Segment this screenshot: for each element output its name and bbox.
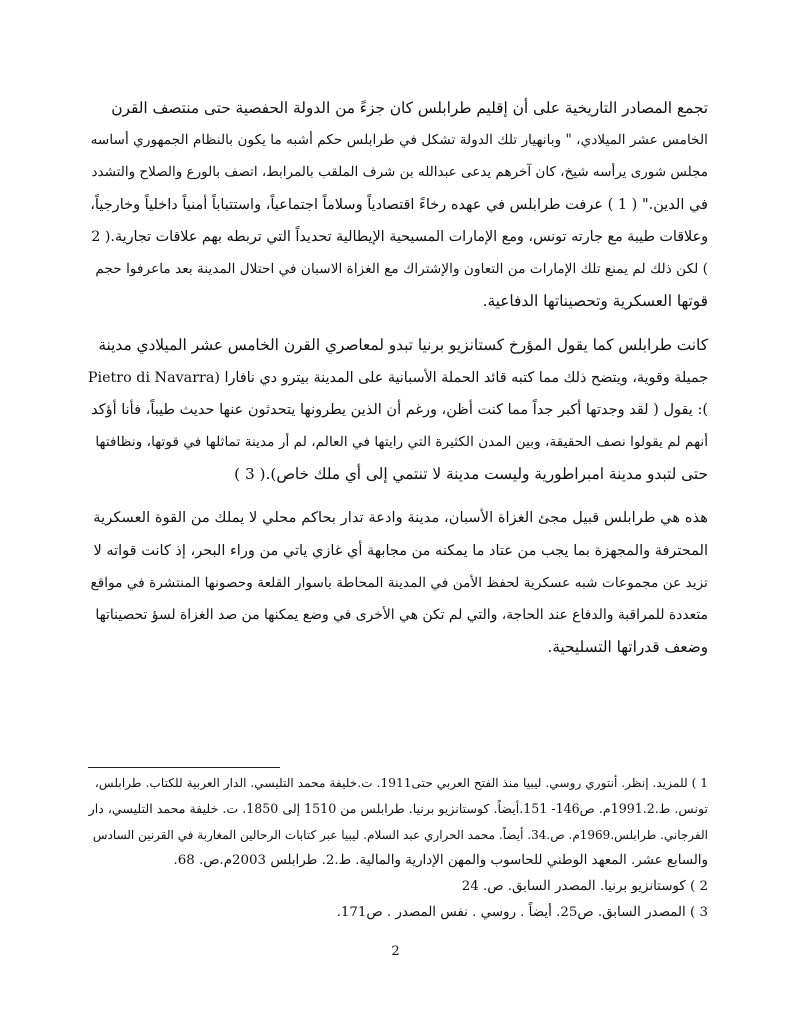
text-line: ): يقول ( لقد وجدتها أكبر جداً مما كنت أظن، ورغم أن الذين يطرونها يتحدثون عنها حديث طيباً، فأنا أؤكد	[91, 401, 708, 418]
paragraph-3	[88, 502, 708, 663]
text-line: وعلاقات طيبة مع جارته تونس، ومع الإمارات المسيحية الإيطالية تحديداً التي تربطه بهم علاقات تجارية.( 2	[91, 228, 708, 245]
text-line: هذه هي طرابلس قبيل مجئ الغزاة الأسبان، مدينة وادعة تدار بحاكم محلي لا يملك من القوة العسكرية	[93, 509, 708, 527]
text-line: تجمع المصادر التاريخية على أن إقليم طرابلس كان جزءً من الدولة الحفصية حتى منتصف القرن	[111, 99, 708, 117]
footnote-line: 2 ) كوستانزيو برنيا. المصدر السابق. ص. 24	[461, 879, 708, 894]
paragraph-1	[88, 92, 708, 317]
footnote-line: 3 ) المصدر السابق. ص25. أيضاً . روسي . نفس المصدر . ص171.	[336, 905, 708, 920]
paragraph-2	[88, 329, 708, 490]
footnote-line: والسابع عشر. المعهد الوطني للحاسوب والمهن الإدارية والمالية. ط.2. طرابلس 2003م.ص. 68.	[173, 853, 708, 868]
footnote-separator	[88, 767, 280, 768]
text-line: المحترفة والمجهزة بما يجب من عتاد ما يمكنه من مجابهة أي غازي ياتي من وراء البحر، إذ كانت قواته لا	[93, 542, 708, 559]
text-line: كانت طرابلس كما يقول المؤرخ كستانزيو برنيا تبدو لمعاصري القرن الخامس عشر الميلادي مدينة	[98, 336, 708, 355]
footnote-line: الفرجاني. طرابلس.1969م. ص.34. أيضاً. محمد الحراري عبد السلام. ليبيا عبر كتابات الرحالين المغاربة في القرنين السادس	[92, 828, 708, 842]
text-line: الخامس عشر الميلادي، " وبانهيار تلك الدولة تشكل في طرابلس حكم أشبه ما يكون بالنظام الجمهوري أساسه	[90, 132, 708, 149]
text-line: تزيد عن مجموعات شبه عسكرية لحفظ الأمن في المدينة المحاطة باسوار القلعة وحصونها المنتشرة في مواقع	[90, 574, 708, 591]
footnotes	[88, 770, 708, 926]
text-line: مجلس شورى يرأسه شيخ، كان آخرهم يدعى عبدالله بن شرف الملقب بالمرابط، اتصف بالورع والصلاح والتشدد	[91, 164, 708, 181]
text-line: حتى لتبدو مدينة امبراطورية وليست مدينة لا تنتمي إلى أي ملك خاص).( 3 )	[234, 465, 708, 484]
text-line: وضعف قدراتها التسليحية.	[547, 638, 708, 657]
text-line: أنهم لم يقولوا نصف الحقيقة، وبين المدن الكثيرة التي رايتها في العالم، لم أر مدينة تماثلها في قوتها، ونظافتها	[95, 434, 708, 451]
page-number: 2	[391, 944, 400, 959]
text-line: جميلة وقوية، ويتضح ذلك مما كتبه قائد الحملة الأسبانية على المدينة بيترو دي نافارا (Pietro di Navarra	[87, 369, 708, 386]
body-text	[88, 92, 708, 663]
footnote-line: 1 ) للمزيد. إنظر. أنتوري روسي. ليبيا منذ الفتح العربي حتى1911. ت.خليفة محمد التليسي. الدار العربية للكتاب. طرابلس،	[94, 776, 708, 790]
text-line: قوتها العسكرية وتحصيناتها الدفاعية.	[482, 292, 708, 311]
footnote-line: تونس. ط.1991.2م. ص146- 151.أيضاً. كوستانزيو برنيا. طرابلس من 1510 إلى 1850. ت. خليفة محمد التليسي، دار	[88, 801, 708, 816]
text-line: في الدين." ( 1 ) عرفت طرابلس في عهده رخاءً اقتصادياً وسلاماً اجتماعياً، واستتباباً أمنياً داخلياً وخارجياً،	[90, 196, 708, 213]
text-line: متعددة للمراقبة والدفاع عند الحاجة، والتي لم تكن هي الأخرى في وضع يمكنها من صد الغزاة لسؤ تحصيناتها	[95, 607, 708, 624]
text-line: ) لكن ذلك لم يمنع تلك الإمارات من التعاون والإشتراك مع الغزاة الاسبان في احتلال المدينة بعد ماعرفوا حجم	[95, 261, 708, 278]
